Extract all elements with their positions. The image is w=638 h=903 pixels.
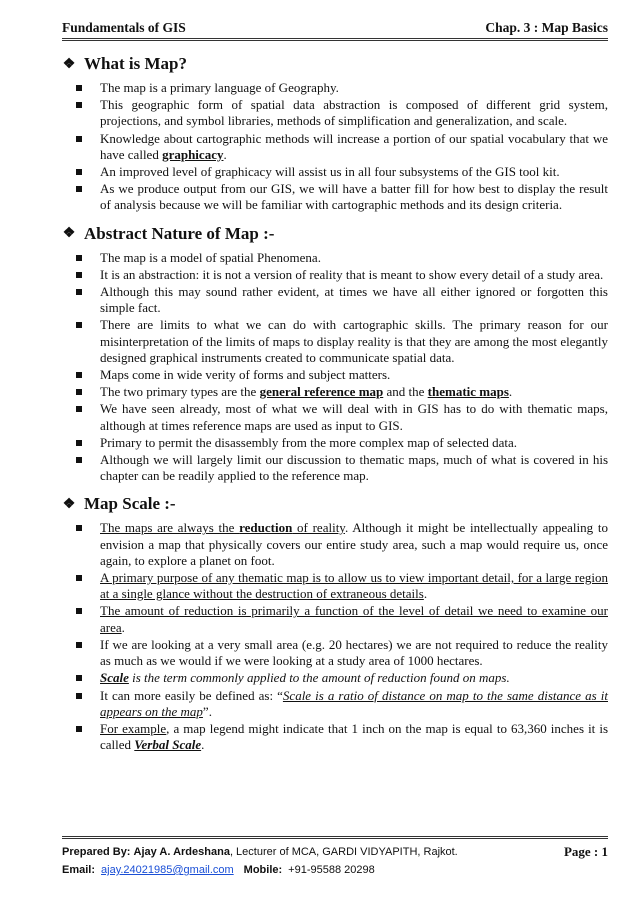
text-run: Scale [100, 670, 129, 686]
text-run: Although we will largely limit our discussion to thematic maps, much of what is covered in his chapter can be readily applied to the reference map. [100, 452, 608, 484]
square-bullet-icon [76, 389, 82, 395]
section-heading [62, 224, 608, 244]
list-item [62, 637, 608, 669]
square-bullet-icon [76, 322, 82, 328]
section-title-text: What is Map? [84, 54, 187, 73]
list-item [62, 284, 608, 316]
mobile-number: +91-95588 20298 [288, 864, 375, 876]
square-bullet-icon [76, 575, 82, 581]
square-bullet-icon [76, 726, 82, 732]
text-run: The map is a primary language of Geography. [100, 80, 339, 95]
list-item [62, 384, 608, 400]
text-run: Although this may sound rather evident, at times we have all either ignored or forgotten this simple fact. [100, 284, 608, 316]
header-title: Fundamentals of GIS [62, 20, 186, 35]
list-item [62, 670, 608, 686]
text-run: , a map legend might indicate that 1 inch on the map is equal to 63,360 inches it is called [100, 720, 609, 753]
square-bullet-icon [76, 102, 82, 108]
square-bullet-icon [76, 457, 82, 463]
text-run: An improved level of graphicacy will assist us in all four subsystems of the GIS tool kit. [100, 164, 560, 180]
text-run: Scale is a ratio of distance on map to the same distance as it appears on the map [100, 687, 608, 719]
square-bullet-icon [76, 136, 82, 142]
text-run: thematic maps [427, 384, 509, 400]
prepared-label: Prepared By: [62, 846, 131, 858]
text-run: We have seen already, most of what we will deal with in GIS has to do with thematic maps, although at times reference maps are used as input to GIS. [100, 401, 608, 433]
text-run: . [121, 619, 125, 635]
square-bullet-icon [76, 675, 82, 681]
square-bullet-icon [76, 289, 82, 295]
text-run: The amount of reduction is primarily a function of the level of detail we need to examine our area [100, 603, 608, 635]
page-footer [62, 836, 608, 879]
list-item [62, 97, 608, 129]
square-bullet-icon [76, 693, 82, 699]
list-item [62, 603, 608, 635]
square-bullet-icon [76, 169, 82, 175]
text-run: The maps are always the [100, 520, 240, 536]
text-run: There are limits to what we can do with cartographic skills. The primary reason for our misinterpretation of the limits of maps to display reality is that they are among the most elegantly designed graphical instruments created to communicate spatial data. [100, 317, 608, 365]
text-run: is the term commonly applied to the amount of reduction found on maps. [128, 670, 510, 686]
text-run: ”. [202, 703, 212, 719]
list-item [62, 267, 608, 283]
square-bullet-icon [76, 642, 82, 648]
author-name: Ajay A. Ardeshana [133, 846, 230, 858]
list-item [62, 164, 608, 180]
text-run: A primary purpose of any thematic map is to allow us to view important detail, for a large region at a single glance without the destruction of extraneous details [100, 570, 608, 602]
text-run: If we are looking at a very small area (e.g. 20 hectares) we are not required to reduce the reality as much as we would if we were looking at a study area of 1000 hectares. [100, 636, 608, 669]
email-link[interactable]: ajay.24021985@gmail.com [101, 864, 234, 876]
list-item [62, 367, 608, 383]
section-title-text: Map Scale :- [84, 494, 176, 514]
bullet-list [62, 250, 608, 485]
square-bullet-icon [76, 440, 82, 446]
list-item [62, 181, 608, 213]
text-run: Primary to permit the disassembly from the more complex map of selected data. [100, 434, 517, 450]
list-item [62, 317, 608, 366]
text-run: reduction [239, 520, 293, 536]
text-run: . [508, 384, 513, 400]
text-run: As we produce output from our GIS, we will have a batter fill for how best to display the result of analysis because we will be familiar with cartographic methods and its design criteria. [100, 181, 608, 213]
square-bullet-icon [76, 186, 82, 192]
text-run: It is an abstraction: it is not a version of reality that is meant to show every detail of a study area. [100, 266, 604, 282]
text-run: . Although it might be intellectually appealing to envision a map that physically covers our entire study area, such a map would require us, once again, to explore a planet on foot. [100, 520, 608, 568]
bullet-list [62, 80, 608, 214]
page-header [62, 14, 608, 41]
list-item [62, 452, 608, 484]
section-heading [62, 494, 608, 514]
diamond-bullet-icon: ❖ [62, 226, 76, 242]
text-run: This geographic form of spatial data abstraction is composed of different grid system, projections, and symbol libraries, methods of simplification and generalization, and scale. [100, 97, 608, 129]
text-run: Verbal Scale [134, 737, 202, 753]
square-bullet-icon [76, 85, 82, 91]
text-run: . [423, 586, 428, 602]
list-item [62, 80, 608, 96]
footer-credit [62, 843, 458, 861]
text-run: general reference map [259, 384, 384, 400]
text-run: For example [100, 720, 167, 736]
square-bullet-icon [76, 372, 82, 378]
header-chapter: Chap. 3 : Map Basics [485, 20, 608, 35]
list-item [62, 570, 608, 602]
text-run: of reality [292, 520, 345, 536]
square-bullet-icon [76, 255, 82, 261]
diamond-bullet-icon: ❖ [62, 56, 76, 72]
text-run: . [223, 146, 227, 162]
text-run: It can more easily be defined as: “ [100, 687, 283, 703]
author-affiliation: , Lecturer of MCA, GARDI VIDYAPITH, Rajkot. [229, 846, 458, 858]
list-item [62, 131, 608, 163]
text-run: graphicacy [162, 146, 224, 162]
section-heading [62, 54, 608, 74]
diamond-bullet-icon: ❖ [62, 496, 76, 512]
list-item [62, 401, 608, 433]
list-item [62, 520, 608, 569]
text-run: and the [383, 384, 428, 400]
square-bullet-icon [76, 608, 82, 614]
text-run: The two primary types are the [100, 384, 260, 400]
mobile-label: Mobile: [243, 864, 283, 876]
text-run: Maps come in wide verity of forms and subject matters. [100, 367, 391, 383]
document-body [62, 44, 608, 754]
square-bullet-icon [76, 272, 82, 278]
page-number: Page : 1 [563, 844, 608, 859]
text-run: Knowledge about cartographic methods will increase a portion of our spatial vocabulary that we have called [100, 130, 608, 162]
list-item [62, 721, 608, 753]
list-item [62, 435, 608, 451]
list-item [62, 250, 608, 266]
text-run: The map is a model of spatial Phenomena. [100, 249, 321, 265]
text-run: . [201, 737, 205, 753]
email-label: Email: [62, 864, 96, 876]
list-item [62, 688, 608, 720]
section-title-text: Abstract Nature of Map :- [84, 223, 275, 243]
square-bullet-icon [76, 525, 82, 531]
bullet-list [62, 520, 608, 753]
square-bullet-icon [76, 406, 82, 412]
